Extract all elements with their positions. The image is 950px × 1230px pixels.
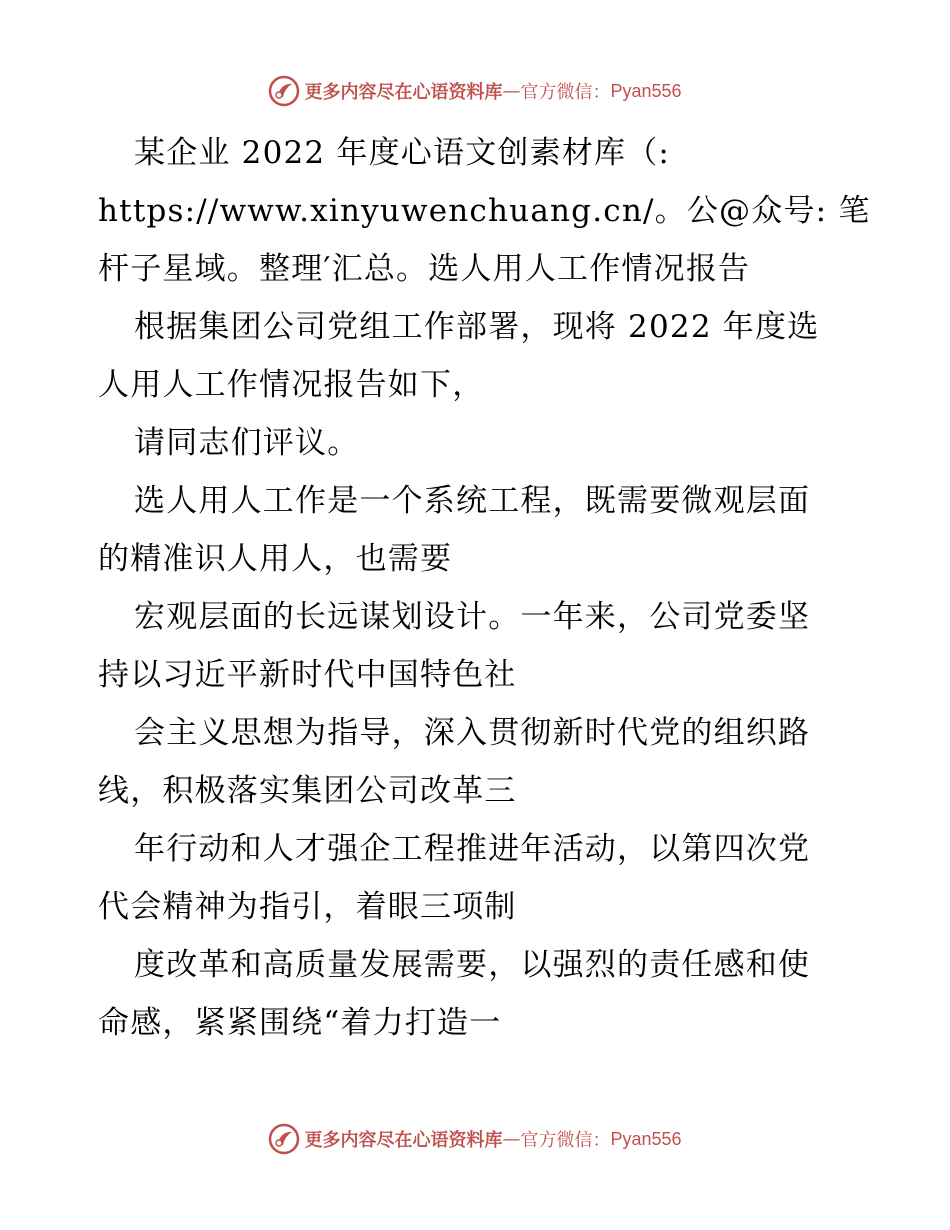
text-line: 杆子星域。整理′汇总。选人用人工作情况报告 (98, 251, 751, 287)
paragraph (98, 414, 858, 472)
footer-banner (0, 1122, 950, 1156)
document-body (98, 124, 871, 1052)
text-line: 某企业 2022 年度心语文创素材库（: (134, 135, 671, 171)
text-line: 代会精神为指引，着眼三项制 (98, 889, 517, 925)
text-line: 会主义思想为指导，深入贯彻新时代党的组织路 (134, 715, 811, 751)
text-line: 根据集团公司党组工作部署，现将 2022 年度选 (134, 309, 820, 345)
brand-logo-icon (268, 1123, 300, 1155)
text-line: 人用人工作情况报告如下， (98, 367, 485, 403)
text-line: 的精准识人用人，也需要 (98, 541, 453, 577)
text-line: 请同志们评议。 (134, 425, 360, 461)
text-line: 年行动和人才强企工程推进年活动，以第四次党 (134, 831, 811, 867)
text-line: https://www.xinyuwenchuang.cn/。公@众号: 笔 (98, 193, 871, 229)
banner-wechat-label: 官方微信： (520, 82, 611, 103)
text-line: 命感，紧紧围绕“着力打造一 (98, 1005, 502, 1041)
header-banner (0, 74, 950, 108)
text-line: 线，积极落实集团公司改革三 (98, 773, 517, 809)
text-line: 持以习近平新时代中国特色社 (98, 657, 517, 693)
banner-main-text: 更多内容尽在心语资料库 (304, 82, 503, 103)
text-line: 度改革和高质量发展需要，以强烈的责任感和使 (134, 947, 811, 983)
brand-logo-icon (268, 75, 300, 107)
paragraph (98, 472, 858, 588)
banner-main-text: 更多内容尽在心语资料库 (304, 1130, 503, 1151)
banner-separator: — (502, 80, 521, 102)
paragraph (98, 298, 858, 414)
banner-wechat-label: 官方微信： (520, 1130, 611, 1151)
banner-wechat-id: Pyan556 (610, 80, 682, 101)
paragraph (98, 588, 858, 704)
paragraph (98, 704, 858, 820)
banner-separator: — (502, 1128, 521, 1150)
text-line: 选人用人工作是一个系统工程，既需要微观层面 (134, 483, 811, 519)
paragraph (98, 820, 858, 936)
banner-wechat-id: Pyan556 (610, 1128, 682, 1149)
paragraph (98, 124, 871, 298)
text-line: 宏观层面的长远谋划设计。一年来，公司党委坚 (134, 599, 811, 635)
paragraph (98, 936, 858, 1052)
